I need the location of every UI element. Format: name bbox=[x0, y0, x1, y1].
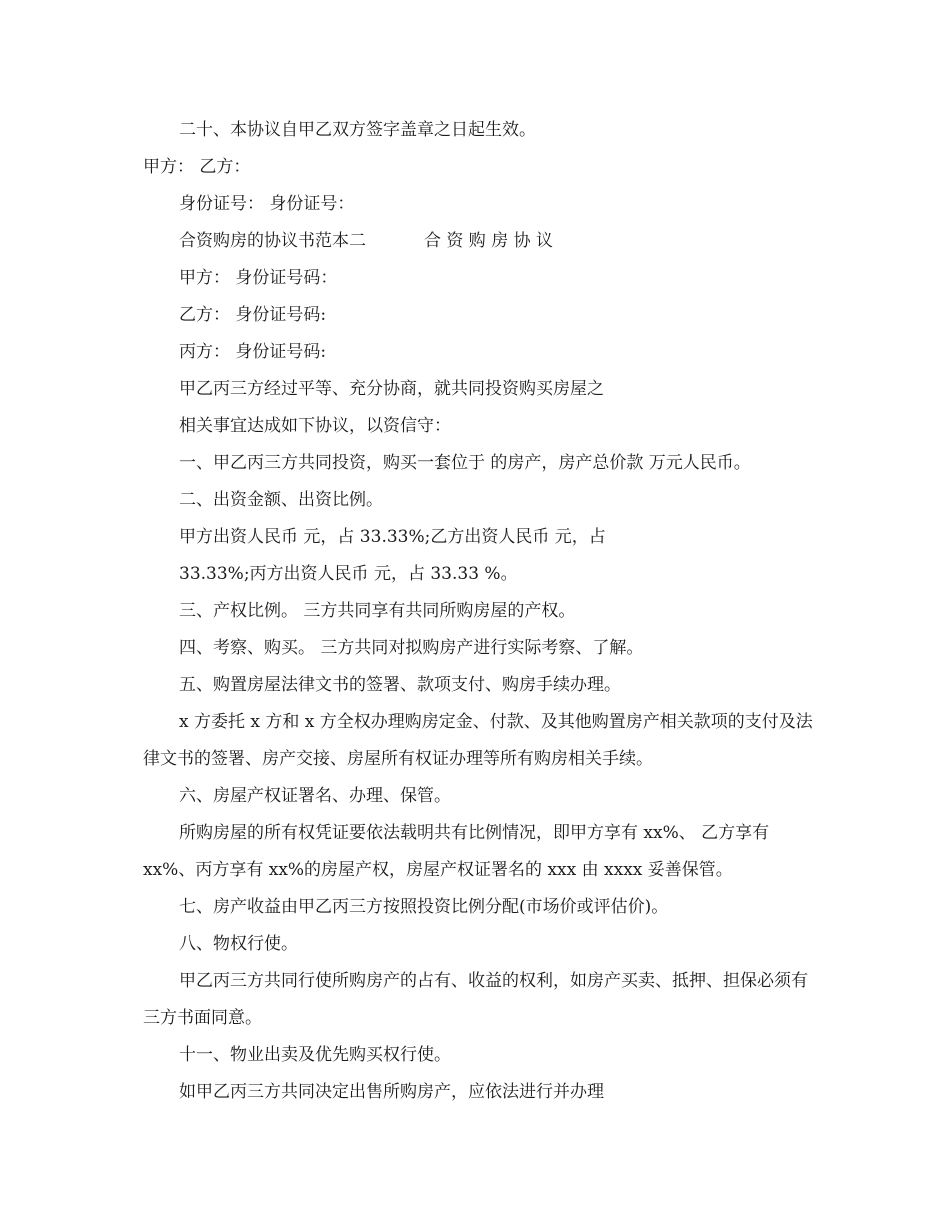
clause-8-heading: 八、物权行使。 bbox=[179, 934, 298, 954]
clause-7: 七、房产收益由甲乙丙三方按照投资比例分配(市场价或评估价)。 bbox=[179, 897, 669, 917]
id-number-line: 身份证号： 身份证号： bbox=[179, 194, 355, 214]
party-a-b-line: 甲方： 乙方： bbox=[143, 157, 251, 177]
clause-6-body: 所购房屋的所有权凭证要依法载明共有比例情况，即甲方享有 xx%、 乙方享有 xx%、丙方享有 xx%的房屋产权，房屋产权证署名的 xxx 由 xxxx 妥善保管。 bbox=[143, 823, 770, 880]
clause-1: 一、甲乙丙三方共同投资，购买一套位于 的房产，房产总价款 万元人民币。 bbox=[179, 453, 751, 473]
document-body bbox=[143, 112, 813, 1111]
party-c-id-line: 丙方： 身份证号码: bbox=[179, 342, 327, 362]
clause-5-body: x 方委托 x 方和 x 方全权办理购房定金、付款、及其他购置房产相关款项的支付及法律文书的签署、房产交接、房屋所有权证办理等所有购房相关手续。 bbox=[143, 712, 813, 769]
clause-2-line-1: 甲方出资人民币 元，占 33.33%;乙方出资人民币 元，占 bbox=[179, 527, 606, 547]
clause-6-heading: 六、房屋产权证署名、办理、保管。 bbox=[179, 786, 451, 806]
clause-11-heading: 十一、物业出卖及优先购买权行使。 bbox=[179, 1045, 451, 1065]
party-b-id-line: 乙方： 身份证号码: bbox=[179, 305, 327, 325]
template-title-line bbox=[143, 223, 813, 260]
preamble-line-2: 相关事宜达成如下协议，以资信守： bbox=[179, 416, 451, 436]
clause-5-heading: 五、购置房屋法律文书的签署、款项支付、购房手续办理。 bbox=[179, 675, 621, 695]
clause-8-body: 甲乙丙三方共同行使所购房产的占有、收益的权利，如房产买卖、抵押、担保必须有三方书面同意。 bbox=[143, 971, 808, 1028]
clause-2-heading: 二、出资金额、出资比例。 bbox=[179, 490, 383, 510]
clause-4: 四、考察、购买。 三方共同对拟购房产进行实际考察、了解。 bbox=[179, 638, 644, 658]
agreement-title: 合 资 购 房 协 议 bbox=[424, 231, 554, 251]
party-a-id-line: 甲方： 身份证号码： bbox=[179, 268, 338, 288]
preamble-line-1: 甲乙丙三方经过平等、充分协商，就共同投资购买房屋之 bbox=[179, 379, 604, 399]
clause-3: 三、产权比例。 三方共同享有共同所购房屋的产权。 bbox=[179, 601, 576, 621]
clause-2-line-2: 33.33%;丙方出资人民币 元，占 33.33 %。 bbox=[179, 564, 518, 584]
template-name: 合资购房的协议书范本二 bbox=[179, 231, 366, 251]
clause-11-body: 如甲乙丙三方共同决定出售所购房产，应依法进行并办理 bbox=[179, 1082, 604, 1102]
clause-20: 二十、本协议自甲乙双方签字盖章之日起生效。 bbox=[179, 120, 536, 140]
